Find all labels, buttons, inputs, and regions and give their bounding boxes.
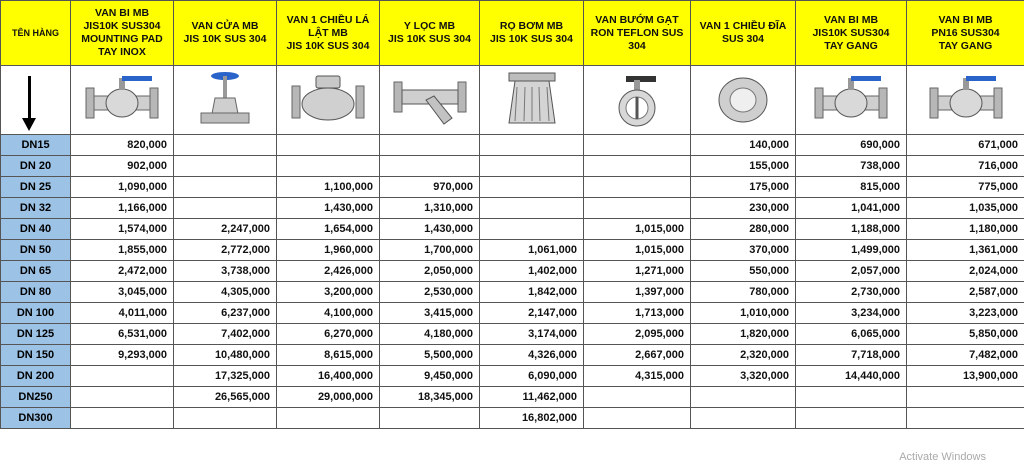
price-cell: 1,180,000 <box>907 219 1024 240</box>
price-cell <box>277 156 380 177</box>
price-cell: 16,400,000 <box>277 366 380 387</box>
ball-valve-icon <box>907 70 1024 130</box>
price-cell <box>584 408 691 429</box>
size-cell: DN 50 <box>1 240 71 261</box>
price-cell: 1,166,000 <box>71 198 174 219</box>
price-cell: 820,000 <box>71 135 174 156</box>
price-cell: 3,320,000 <box>691 366 796 387</box>
price-cell: 3,738,000 <box>174 261 277 282</box>
price-cell: 1,361,000 <box>907 240 1024 261</box>
price-cell <box>174 156 277 177</box>
table-row <box>1 387 1024 408</box>
price-cell: 1,430,000 <box>380 219 480 240</box>
price-cell <box>277 135 380 156</box>
product-image-cell <box>480 66 584 135</box>
price-cell: 2,320,000 <box>691 345 796 366</box>
price-cell: 9,450,000 <box>380 366 480 387</box>
price-cell <box>380 156 480 177</box>
price-cell: 3,045,000 <box>71 282 174 303</box>
price-cell: 2,247,000 <box>174 219 277 240</box>
price-cell: 671,000 <box>907 135 1024 156</box>
table-row <box>1 219 1024 240</box>
price-cell: 716,000 <box>907 156 1024 177</box>
price-cell: 1,700,000 <box>380 240 480 261</box>
price-cell <box>174 408 277 429</box>
size-cell: DN250 <box>1 387 71 408</box>
price-cell: 29,000,000 <box>277 387 380 408</box>
price-cell: 6,270,000 <box>277 324 380 345</box>
image-row <box>1 66 1024 135</box>
gate-valve-icon <box>174 69 276 131</box>
price-cell: 4,326,000 <box>480 345 584 366</box>
header-col-5: RỌ BƠM MB JIS 10K SUS 304 <box>480 1 584 66</box>
activate-windows-watermark: Activate Windows <box>899 451 986 463</box>
price-cell: 2,472,000 <box>71 261 174 282</box>
price-cell: 1,574,000 <box>71 219 174 240</box>
price-cell: 1,855,000 <box>71 240 174 261</box>
price-cell <box>71 408 174 429</box>
product-image-cell <box>691 66 796 135</box>
price-cell: 230,000 <box>691 198 796 219</box>
price-cell: 4,180,000 <box>380 324 480 345</box>
header-col-6: VAN BƯỚM GẠT RON TEFLON SUS 304 <box>584 1 691 66</box>
ball-valve-icon <box>796 70 906 130</box>
header-row <box>1 1 1024 66</box>
header-col-9: VAN BI MB PN16 SUS304 TAY GANG <box>907 1 1024 66</box>
price-cell: 1,402,000 <box>480 261 584 282</box>
header-col-1: VAN BI MB JIS10K SUS304 MOUNTING PAD TAY INOX <box>71 1 174 66</box>
price-cell: 6,090,000 <box>480 366 584 387</box>
header-col-7: VAN 1 CHIỀU ĐĨA SUS 304 <box>691 1 796 66</box>
size-cell: DN 32 <box>1 198 71 219</box>
price-cell: 140,000 <box>691 135 796 156</box>
price-cell <box>584 135 691 156</box>
price-cell: 1,654,000 <box>277 219 380 240</box>
table-row <box>1 408 1024 429</box>
size-cell: DN 150 <box>1 345 71 366</box>
price-cell: 815,000 <box>796 177 907 198</box>
price-cell: 2,426,000 <box>277 261 380 282</box>
table-row <box>1 324 1024 345</box>
price-cell: 6,531,000 <box>71 324 174 345</box>
table-row <box>1 366 1024 387</box>
size-cell: DN15 <box>1 135 71 156</box>
table-row <box>1 282 1024 303</box>
price-cell: 1,430,000 <box>277 198 380 219</box>
price-cell: 14,440,000 <box>796 366 907 387</box>
price-cell: 690,000 <box>796 135 907 156</box>
price-cell: 7,482,000 <box>907 345 1024 366</box>
price-cell: 1,015,000 <box>584 219 691 240</box>
price-cell: 155,000 <box>691 156 796 177</box>
price-cell: 1,100,000 <box>277 177 380 198</box>
price-cell: 4,305,000 <box>174 282 277 303</box>
price-cell: 1,090,000 <box>71 177 174 198</box>
down-arrow-icon <box>1 66 71 134</box>
price-cell <box>480 135 584 156</box>
size-cell: DN 100 <box>1 303 71 324</box>
price-cell: 5,850,000 <box>907 324 1024 345</box>
price-cell: 1,842,000 <box>480 282 584 303</box>
price-cell: 4,100,000 <box>277 303 380 324</box>
price-cell: 8,615,000 <box>277 345 380 366</box>
price-cell: 738,000 <box>796 156 907 177</box>
swing-check-valve-icon <box>277 70 379 130</box>
price-cell: 175,000 <box>691 177 796 198</box>
price-cell: 2,147,000 <box>480 303 584 324</box>
price-cell: 1,271,000 <box>584 261 691 282</box>
header-col-4: Y LỌC MB JIS 10K SUS 304 <box>380 1 480 66</box>
header-product-name: TÊN HÀNG <box>1 1 71 66</box>
price-cell <box>584 198 691 219</box>
price-cell: 9,293,000 <box>71 345 174 366</box>
price-cell <box>480 219 584 240</box>
price-cell: 2,050,000 <box>380 261 480 282</box>
table-row <box>1 240 1024 261</box>
price-cell <box>584 177 691 198</box>
price-cell: 2,667,000 <box>584 345 691 366</box>
price-cell: 7,402,000 <box>174 324 277 345</box>
price-cell <box>691 408 796 429</box>
price-cell: 1,035,000 <box>907 198 1024 219</box>
price-cell: 902,000 <box>71 156 174 177</box>
product-image-cell <box>277 66 380 135</box>
price-cell: 26,565,000 <box>174 387 277 408</box>
size-cell: DN 200 <box>1 366 71 387</box>
price-cell: 780,000 <box>691 282 796 303</box>
price-cell <box>174 198 277 219</box>
price-cell: 1,010,000 <box>691 303 796 324</box>
price-cell <box>380 135 480 156</box>
price-cell: 10,480,000 <box>174 345 277 366</box>
table-row <box>1 345 1024 366</box>
product-image-cell <box>584 66 691 135</box>
price-cell <box>174 135 277 156</box>
price-cell: 1,960,000 <box>277 240 380 261</box>
price-cell <box>907 387 1024 408</box>
foot-valve-icon <box>480 69 583 131</box>
price-cell: 18,345,000 <box>380 387 480 408</box>
size-cell: DN 80 <box>1 282 71 303</box>
product-image-cell <box>796 66 907 135</box>
price-cell: 4,315,000 <box>584 366 691 387</box>
header-col-2: VAN CỬA MB JIS 10K SUS 304 <box>174 1 277 66</box>
price-cell <box>796 387 907 408</box>
price-cell: 7,718,000 <box>796 345 907 366</box>
size-cell: DN 20 <box>1 156 71 177</box>
header-col-8: VAN BI MB JIS10K SUS304 TAY GANG <box>796 1 907 66</box>
price-cell: 370,000 <box>691 240 796 261</box>
price-cell: 16,802,000 <box>480 408 584 429</box>
price-cell <box>691 387 796 408</box>
price-cell: 3,174,000 <box>480 324 584 345</box>
table-row <box>1 198 1024 219</box>
table-row <box>1 156 1024 177</box>
product-image-cell <box>174 66 277 135</box>
product-image-cell <box>907 66 1024 135</box>
price-cell <box>584 156 691 177</box>
price-cell: 3,234,000 <box>796 303 907 324</box>
price-cell: 1,713,000 <box>584 303 691 324</box>
price-cell <box>71 387 174 408</box>
arrow-cell <box>1 66 71 135</box>
price-cell: 280,000 <box>691 219 796 240</box>
table-row <box>1 303 1024 324</box>
size-cell: DN 125 <box>1 324 71 345</box>
table-row <box>1 261 1024 282</box>
price-cell <box>480 198 584 219</box>
price-cell: 6,237,000 <box>174 303 277 324</box>
price-cell: 1,820,000 <box>691 324 796 345</box>
size-cell: DN 65 <box>1 261 71 282</box>
price-cell <box>480 156 584 177</box>
price-cell: 1,015,000 <box>584 240 691 261</box>
product-image-cell <box>380 66 480 135</box>
table-row <box>1 135 1024 156</box>
price-cell: 6,065,000 <box>796 324 907 345</box>
price-cell <box>380 408 480 429</box>
price-cell <box>174 177 277 198</box>
size-cell: DN 25 <box>1 177 71 198</box>
disc-check-valve-icon <box>691 70 795 130</box>
price-cell: 13,900,000 <box>907 366 1024 387</box>
price-cell: 3,223,000 <box>907 303 1024 324</box>
price-cell <box>277 408 380 429</box>
price-cell <box>71 366 174 387</box>
size-cell: DN 40 <box>1 219 71 240</box>
price-cell <box>584 387 691 408</box>
price-cell <box>796 408 907 429</box>
price-cell: 2,587,000 <box>907 282 1024 303</box>
price-cell: 17,325,000 <box>174 366 277 387</box>
price-cell: 2,057,000 <box>796 261 907 282</box>
price-cell: 1,041,000 <box>796 198 907 219</box>
price-cell: 1,499,000 <box>796 240 907 261</box>
price-cell: 1,061,000 <box>480 240 584 261</box>
price-cell: 1,397,000 <box>584 282 691 303</box>
price-cell: 2,024,000 <box>907 261 1024 282</box>
price-cell: 11,462,000 <box>480 387 584 408</box>
price-cell: 4,011,000 <box>71 303 174 324</box>
butterfly-valve-icon <box>584 70 690 130</box>
price-cell <box>907 408 1024 429</box>
price-cell: 1,188,000 <box>796 219 907 240</box>
price-cell <box>480 177 584 198</box>
price-cell: 3,415,000 <box>380 303 480 324</box>
y-strainer-icon <box>380 70 479 130</box>
price-cell: 2,730,000 <box>796 282 907 303</box>
header-col-3: VAN 1 CHIỀU LÁ LẬT MB JIS 10K SUS 304 <box>277 1 380 66</box>
price-cell: 2,772,000 <box>174 240 277 261</box>
price-cell: 3,200,000 <box>277 282 380 303</box>
price-cell: 5,500,000 <box>380 345 480 366</box>
price-cell: 1,310,000 <box>380 198 480 219</box>
size-cell: DN300 <box>1 408 71 429</box>
price-cell: 2,095,000 <box>584 324 691 345</box>
product-image-cell <box>71 66 174 135</box>
ball-valve-icon <box>71 70 173 130</box>
price-cell: 550,000 <box>691 261 796 282</box>
price-cell: 2,530,000 <box>380 282 480 303</box>
table-row <box>1 177 1024 198</box>
price-cell: 970,000 <box>380 177 480 198</box>
price-cell: 775,000 <box>907 177 1024 198</box>
